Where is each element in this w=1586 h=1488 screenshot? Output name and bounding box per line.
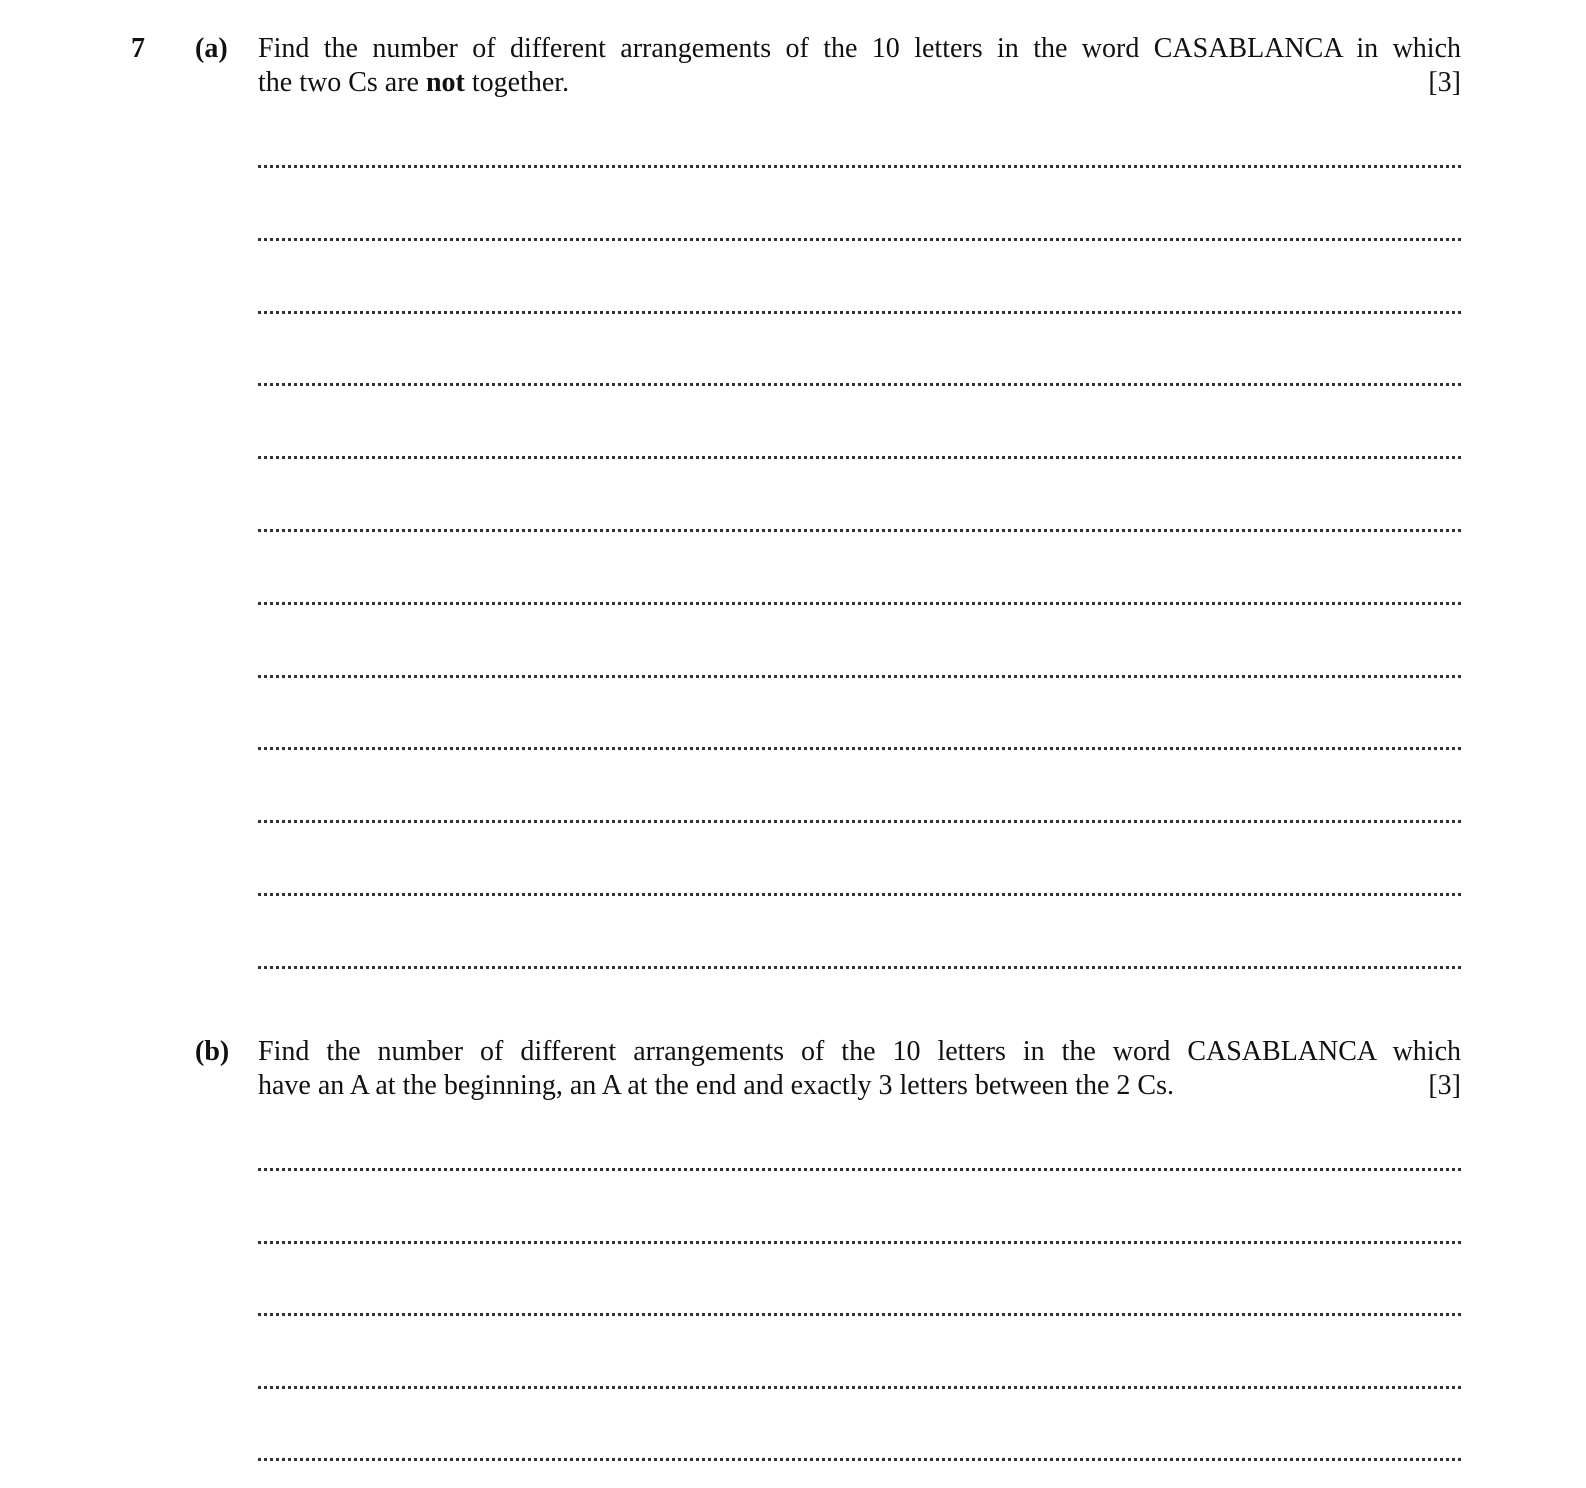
part-b-text: [258, 1035, 1461, 1103]
part-a-line-2-before: the two Cs are: [258, 67, 426, 98]
answer-line[interactable]: [258, 966, 1461, 969]
answer-line[interactable]: [258, 529, 1461, 532]
answer-line[interactable]: [258, 1168, 1461, 1171]
answer-line[interactable]: [258, 1313, 1461, 1316]
part-b-line-1: Find the number of different arrangements of the 10 letters in the word CASABLANCA which: [258, 1036, 1461, 1067]
answer-line[interactable]: [258, 383, 1461, 386]
answer-line[interactable]: [258, 1241, 1461, 1244]
part-a-emphasis: not: [425, 67, 465, 98]
part-a-line-2-after: together.: [464, 67, 570, 98]
question-number: 7: [131, 33, 145, 64]
answer-line[interactable]: [258, 893, 1461, 896]
part-b-line-2: [258, 1069, 1461, 1103]
answer-line[interactable]: [258, 456, 1461, 459]
part-a-marks: [3]: [1428, 67, 1461, 98]
answer-line[interactable]: [258, 1458, 1461, 1461]
answer-line[interactable]: [258, 238, 1461, 241]
answer-line[interactable]: [258, 165, 1461, 168]
answer-line[interactable]: [258, 311, 1461, 314]
answer-line[interactable]: [258, 602, 1461, 605]
part-b-line-2-text: have an A at the beginning, an A at the end and exactly 3 letters between the 2 Cs.: [258, 1070, 1174, 1101]
part-a-line-2: [258, 66, 1461, 100]
part-a-line-1: Find the number of different arrangements of the 10 letters in the word CASABLANCA in which: [258, 33, 1461, 64]
part-b-label: (b): [195, 1036, 230, 1067]
part-a-label: (a): [195, 33, 228, 64]
part-a-line-2-text: [258, 66, 569, 100]
part-b-marks: [3]: [1428, 1070, 1461, 1101]
answer-line[interactable]: [258, 820, 1461, 823]
answer-line[interactable]: [258, 747, 1461, 750]
answer-line[interactable]: [258, 675, 1461, 678]
part-a-text: [258, 32, 1461, 100]
answer-line[interactable]: [258, 1386, 1461, 1389]
